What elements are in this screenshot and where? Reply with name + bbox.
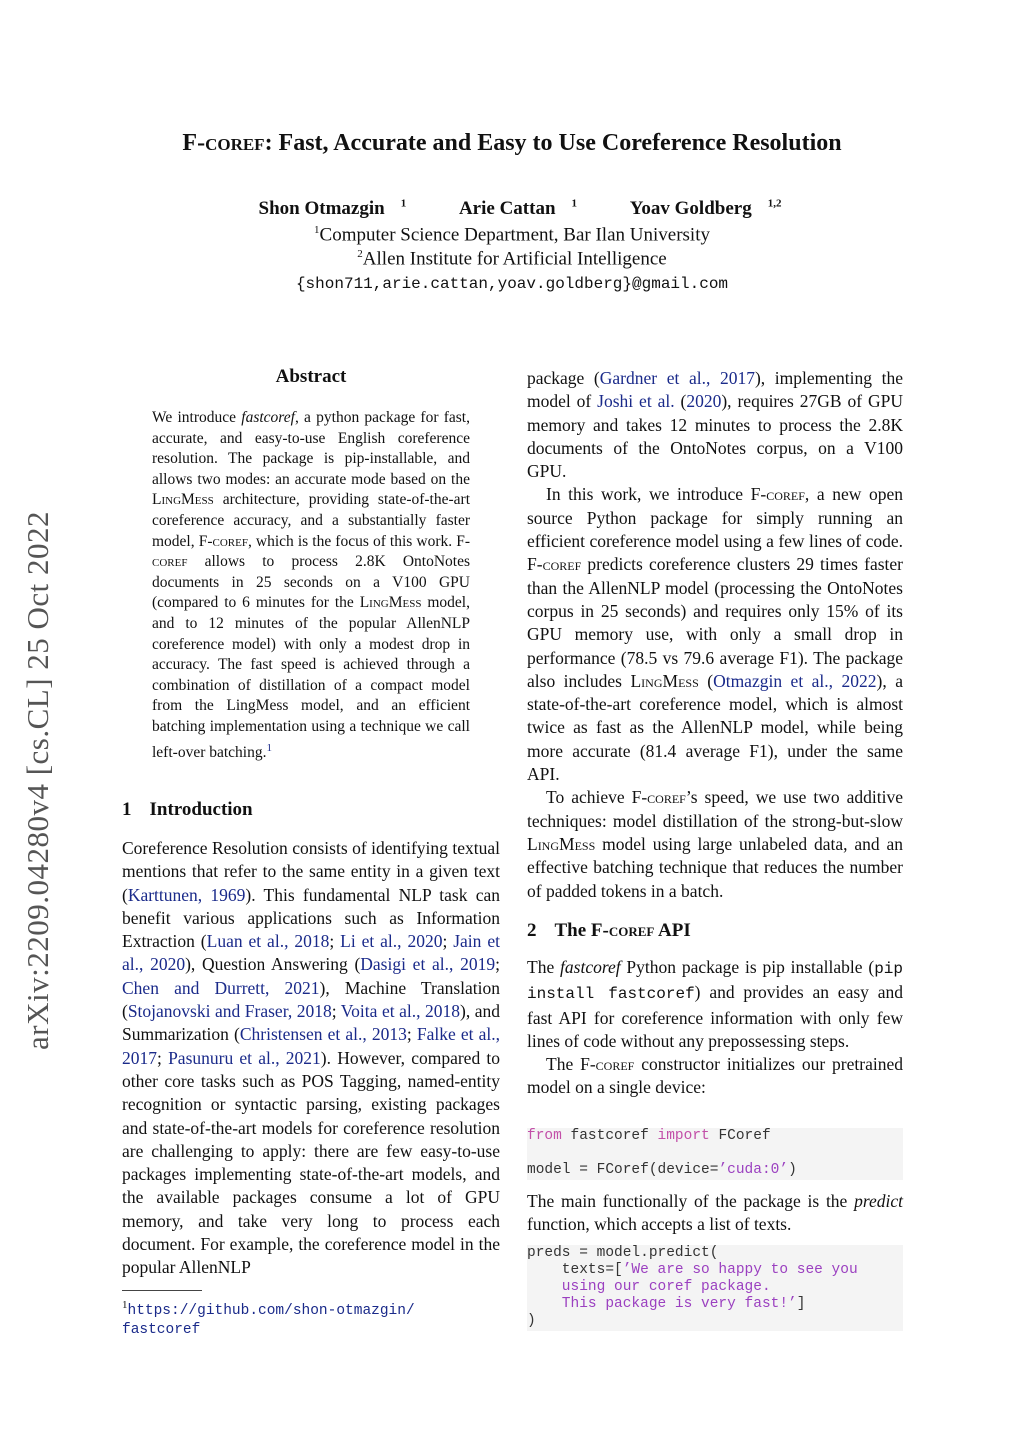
footnote-link[interactable]: fastcoref (122, 1321, 201, 1338)
author-email: {shon711,arie.cattan,yoav.goldberg}@gmail.com (295, 275, 729, 293)
author: Yoav Goldberg $^{1,2}$ (629, 198, 782, 220)
section-heading: 2 The F-coref API (527, 920, 691, 941)
code-block: preds = model.predict( texts=[’We are so happy to see you using our coref package. This package is very fast!’] ) (527, 1245, 903, 1331)
affiliation: $^1$Computer Science Department, Bar Ilan University (314, 224, 710, 246)
abstract-heading: Abstract (275, 366, 347, 387)
author: Shon Otmazgin $^1$ (258, 198, 407, 220)
author: Arie Cattan $^1$ (458, 198, 578, 220)
affiliation: $^2$Allen Institute for Artificial Intelligence (357, 248, 667, 270)
code-block: from fastcoref import FCoref model = FCoref(device=’cuda:0’) (527, 1128, 903, 1180)
author-list (0, 198, 1024, 220)
footnote-link[interactable]: https://github.com/shon-otmazgin/ (127, 1302, 415, 1319)
api-paragraph: The fastcoref Python package is pip installable (pip install fastcoref) and provides an easy and fast API for coreference information with only few lines of code without any prepossessing steps. The F-coref constructor initializes our pretrained model on a single device: (527, 957, 903, 1098)
intro-paragraph: Coreference Resolution consists of identifying textual mentions that refer to the same entity in a given text (Karttunen, 1969). This fundamental NLP task can benefit various applications such as Information Extraction (Luan et al., 2018; Li et al., 2020; Jain et al., 2020), Question Answering (Dasigi et al., 2019; Chen and Durrett, 2021), Machine Translation (Stojanovski and Fraser, 2018; Voita et al., 2018), and Summarization (Christensen et al., 2013; Falke et al., 2017; Pasunuru et al., 2021). However, compared to other core tasks such as POS Tagging, named-entity recognition or syntactic parsing, existing packages and state-of-the-art models for coreference resolution are challenging to apply: there are few easy-to-use packages implementing state-of-the-art models, and the available packages consume a lot of GPU memory, and take very long to process each document. For example, the coreference model in the popular AllenNLP (122, 838, 500, 1278)
arxiv-stamp: arXiv:2209.04280v4 [cs.CL] 25 Oct 2022 (20, 510, 55, 1050)
footnote: $^1$https://github.com/shon-otmazgin/ fastcoref (122, 1299, 415, 1338)
right-column-text: package (Gardner et al., 2017), implementing the model of Joshi et al. (2020), requires 27GB of GPU memory and takes 12 minutes to process the 2.8K documents of the OntoNotes corpus, on a V100 GPU. In this work, we introduce F-coref, a new open source Python package for simply running an efficient coreference model using a few lines of code. F-coref predicts coreference clusters 29 times faster than the AllenNLP model (processing the OntoNotes corpus in 25 seconds) and requires only 15% of its GPU memory use, with only a small drop in performance (78.5 vs 79.6 average F1). The package also includes LingMess (Otmazgin et al., 2022), a state-of-the-art coreference model, which is almost twice as fast as the AllenNLP model, while being more accurate (81.4 average F1), under the same API. To achieve F-coref’s speed, we use two additive techniques: model distillation of the strong-but-slow LingMess model using large unlabeled data, and an effective batching technique that reduces the number of padded tokens in a batch. (527, 368, 903, 901)
paper-title: F-coref: Fast, Accurate and Easy to Use Coreference Resolution (182, 130, 842, 156)
section-heading: 1 Introduction (122, 799, 253, 820)
api-paragraph: The main functionally of the package is the predict function, which accepts a list of texts. (527, 1191, 903, 1235)
footnote-rule (122, 1290, 202, 1291)
abstract-text: We introduce fastcoref, a python package for fast, accurate, and easy-to-use English coreference resolution. The package is pip-installable, and allows two modes: an accurate mode based on the LingMess architecture, providing state-of-the-art coreference accuracy, and a substantially faster model, F-coref, which is the focus of this work. F-coref allows to process 2.8K OntoNotes documents in 25 seconds on a V100 GPU (compared to 6 minutes for the LingMess model, and to 12 minutes of the popular AllenNLP coreference model) with only a modest drop in accuracy. The fast speed is achieved through a combination of distillation of a compact model from the LingMess model, and an efficient batching implementation using a technique we call left-over batching.$^1$ (152, 409, 470, 761)
